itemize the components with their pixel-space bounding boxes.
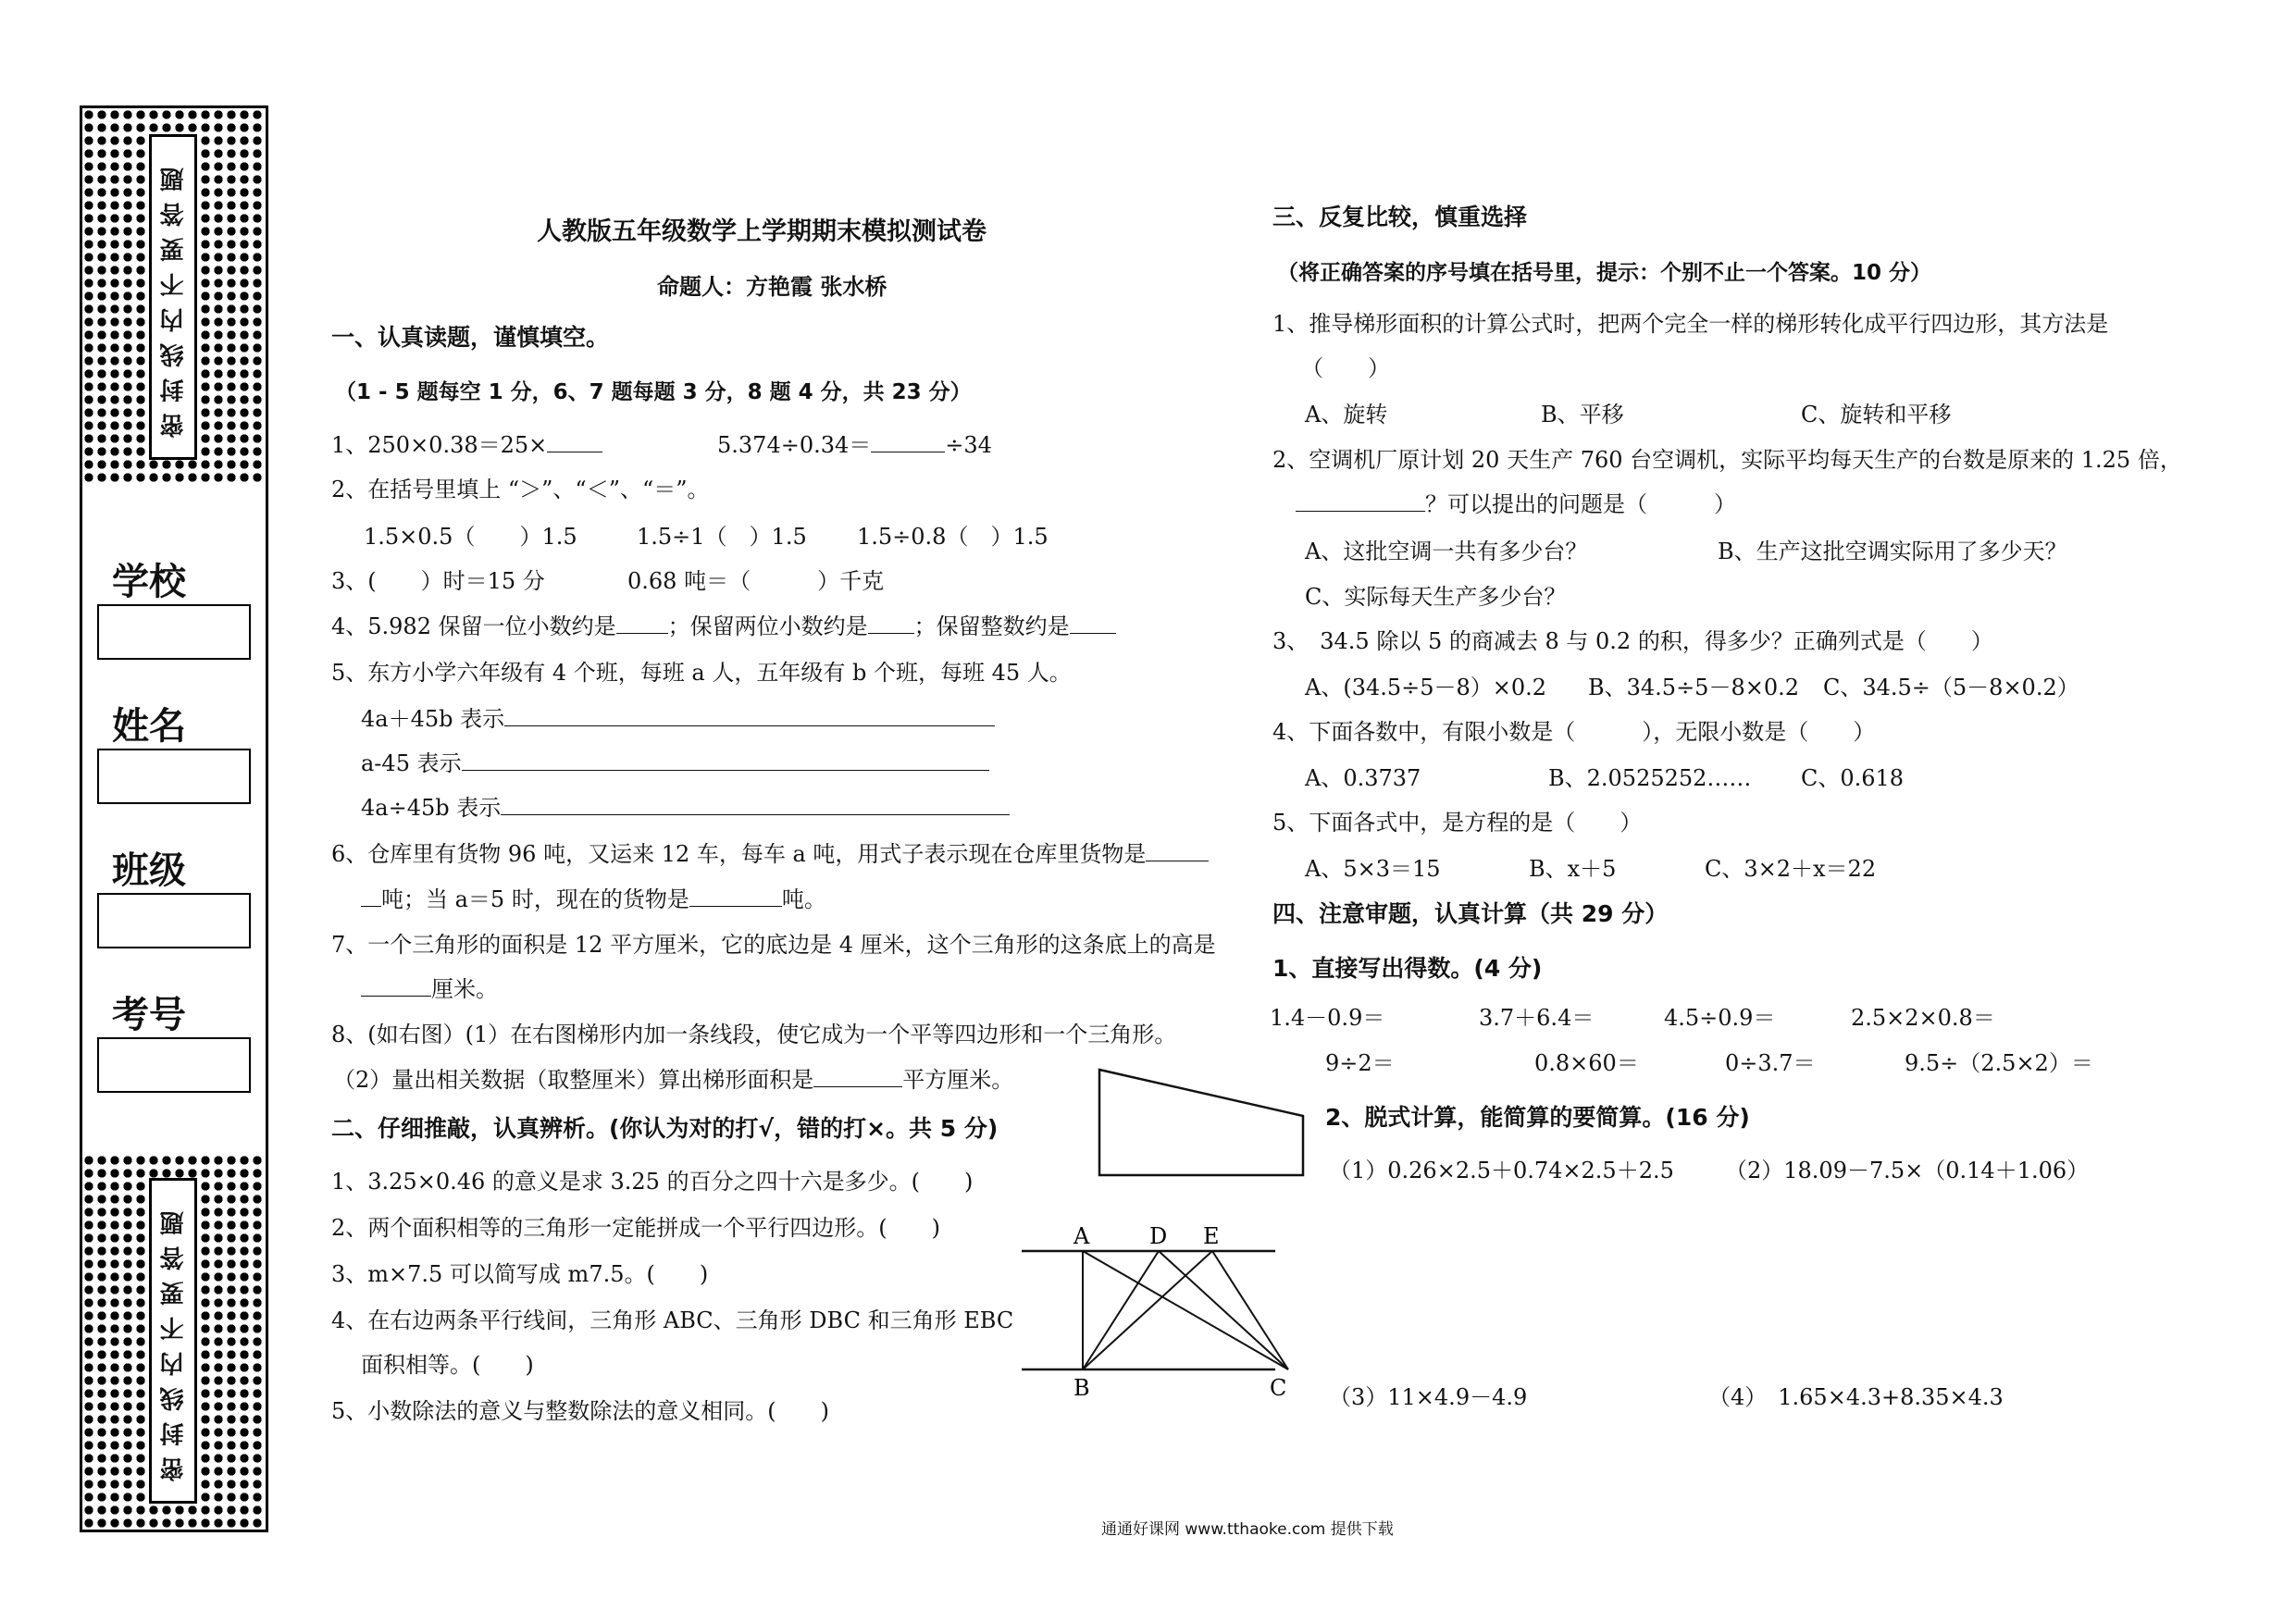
s1-q5: 5、东方小学六年级有 4 个班，每班 a 人，五年级有 b 个班，每班 45 人。: [331, 660, 1072, 686]
calc-e7: 0÷3.7＝: [1725, 1050, 1816, 1076]
s1-q2c: 1.5÷0.8（ ）1.5: [857, 524, 1049, 550]
section-2-title: 二、仔细推敲，认真辨析。(你认为对的打√，错的打×。共 5 分): [331, 1115, 999, 1142]
name-input-box[interactable]: [97, 749, 251, 804]
s1-q7b: 厘米。: [361, 975, 498, 1003]
s3-q2b: ？可以提出的问题是（ ）: [1296, 490, 1736, 518]
field-label-class: 班级: [112, 849, 186, 892]
author-line: 命题人：方艳霞 张水桥: [657, 274, 887, 300]
s3-q2-option-a: A、这批空调一共有多少台？: [1305, 539, 1588, 564]
field-label-exam-number: 考号: [112, 994, 186, 1036]
s1-q1a: 1、250×0.38＝25×: [331, 431, 602, 459]
s1-q4: 4、5.982 保留一位小数约是 ；保留两位小数约是 ；保留整数约是: [331, 613, 1116, 640]
section-3-title: 三、反复比较，慎重选择: [1272, 204, 1528, 230]
calc-c1: （1）0.26×2.5＋0.74×2.5＋2.5: [1329, 1158, 1674, 1183]
s1-q3b: 0.68 吨＝（ ）千克: [627, 568, 885, 594]
exam-number-input-box[interactable]: [97, 1037, 251, 1093]
seal-text-top: 密封线内不要答题: [159, 156, 188, 438]
calc-c4: （4） 1.65×4.3+8.35×4.3: [1708, 1384, 2004, 1410]
label-C: C: [1270, 1375, 1287, 1401]
calc-e2: 3.7＋6.4＝: [1479, 1005, 1595, 1031]
school-input-box[interactable]: [97, 604, 251, 660]
calc-e1: 1.4－0.9＝: [1270, 1005, 1385, 1031]
footer-credit: 通通好课网 www.tthaoke.com 提供下载: [1101, 1520, 1394, 1539]
calc-e5: 9÷2＝: [1325, 1050, 1395, 1076]
s3-q5-option-c: C、3×2＋x＝22: [1705, 856, 1877, 882]
trapezoid-figure: [1092, 1062, 1314, 1184]
s3-q3: 3、 34.5 除以 5 的商减去 8 与 0.2 的积，得多少？正确列式是（ ）: [1272, 628, 1993, 654]
s1-q2b: 1.5÷1（ ）1.5: [637, 524, 807, 550]
s3-q1-option-b: B、平移: [1541, 402, 1624, 427]
calc-e4: 2.5×2×0.8＝: [1851, 1005, 1995, 1031]
s2-q3: 3、m×7.5 可以简写成 m7.5。( ): [331, 1261, 709, 1287]
s1-q2: 2、在括号里填上 “＞”、“＜”、“＝”。: [331, 477, 710, 502]
s2-q4a: 4、在右边两条平行线间，三角形 ABC、三角形 DBC 和三角形 EBC: [331, 1307, 1014, 1333]
calc-c2: （2）18.09－7.5×（0.14＋1.06）: [1725, 1158, 2090, 1183]
section-1-title: 一、认真读题，谨慎填空。: [331, 324, 610, 351]
binding-strip: [80, 105, 268, 1532]
s1-q1b: 5.374÷0.34＝ ÷34: [717, 432, 992, 458]
s1-q5b: a-45 表示: [361, 750, 989, 777]
s3-q5-option-a: A、5×3＝15: [1305, 856, 1441, 882]
seal-notice-bottom: [149, 1178, 197, 1504]
s2-q1: 1、3.25×0.46 的意义是求 3.25 的百分之四十六是多少。( ): [331, 1169, 974, 1195]
s3-q3-option-b: B、34.5÷5－8×0.2: [1588, 675, 1799, 700]
section-4-part-2: 2、脱式计算，能简算的要简算。(16 分): [1325, 1104, 1750, 1131]
s1-q7a: 7、一个三角形的面积是 12 平方厘米，它的底边是 4 厘米，这个三角形的这条底上的高是: [331, 932, 1216, 958]
class-input-box[interactable]: [97, 893, 251, 948]
s3-q2-option-b: B、生产这批空调实际用了多少天？: [1718, 539, 2067, 564]
s3-q2-option-c: C、实际每天生产多少台？: [1305, 584, 1567, 610]
s1-q6b: 吨；当 a＝5 时，现在的货物是 吨。: [361, 886, 826, 913]
s1-q2a: 1.5×0.5（ ）1.5: [364, 524, 577, 550]
section-4-part-1: 1、直接写出得数。(4 分): [1272, 955, 1543, 982]
s3-q4-option-a: A、0.3737: [1305, 765, 1421, 791]
section-3-note: （将正确答案的序号填在括号里，提示：个别不止一个答案。10 分）: [1277, 261, 1932, 285]
s1-q5a: 4a＋45b 表示: [361, 705, 995, 733]
s3-q3-option-c: C、34.5÷（5－8×0.2）: [1823, 675, 2079, 700]
s3-q2: 2、空调机厂原计划 20 天生产 760 台空调机，实际平均每天生产的台数是原来的 1.25 倍，: [1272, 447, 2182, 473]
section-1-note: （1 - 5 题每空 1 分，6、7 题每题 3 分，8 题 4 分，共 23 分）: [335, 380, 972, 404]
calc-c3: （3）11×4.9－4.9: [1329, 1384, 1528, 1410]
s3-q1: 1、推导梯形面积的计算公式时，把两个完全一样的梯形转化成平行四边形，其方法是: [1272, 311, 2109, 337]
s3-q5: 5、下面各式中，是方程的是（ ）: [1272, 810, 1643, 836]
s3-q1-option-c: C、旋转和平移: [1801, 402, 1952, 427]
calc-e3: 4.5÷0.9＝: [1664, 1005, 1776, 1031]
field-label-name: 姓名: [112, 705, 186, 748]
s1-q3a: 3、( ）时＝15 分: [331, 568, 545, 594]
s3-q4: 4、下面各数中，有限小数是（ ），无限小数是（ ）: [1272, 719, 1876, 745]
s3-q5-option-b: B、x＋5: [1529, 856, 1617, 882]
parallel-lines-figure: [1018, 1220, 1296, 1405]
trapezoid-shape: [1099, 1070, 1303, 1175]
calc-e6: 0.8×60＝: [1534, 1050, 1639, 1076]
label-B: B: [1074, 1375, 1090, 1401]
label-A: A: [1074, 1223, 1090, 1249]
s3-q4-option-c: C、0.618: [1801, 765, 1905, 791]
seal-text-bottom: 密封线内不要答题: [159, 1200, 188, 1481]
s1-q8b: （2）量出相关数据（取整厘米）算出梯形面积是 平方厘米。: [333, 1067, 1014, 1093]
s2-q5: 5、小数除法的意义与整数除法的意义相同。( ): [331, 1398, 829, 1424]
s1-q8a: 8、(如右图）(1）在右图梯形内加一条线段，使它成为一个平等四边形和一个三角形。: [331, 1022, 1177, 1047]
label-E: E: [1203, 1223, 1220, 1249]
label-D: D: [1149, 1223, 1168, 1249]
s3-q4-option-b: B、2.0525252……: [1548, 765, 1752, 791]
s3-q1-paren: （ ）: [1301, 355, 1390, 381]
s3-q3-option-a: A、(34.5÷5－8）×0.2: [1305, 675, 1547, 700]
s3-q1-option-a: A、旋转: [1305, 402, 1388, 427]
field-label-school: 学校: [112, 561, 186, 603]
s1-q5c: 4a÷45b 表示: [361, 794, 1010, 822]
segment-AC: [1083, 1251, 1288, 1369]
s2-q4b: 面积相等。( ): [361, 1352, 534, 1378]
page-title: 人教版五年级数学上学期期末模拟测试卷: [537, 217, 987, 246]
section-4-title: 四、注意审题，认真计算（共 29 分）: [1272, 900, 1669, 927]
calc-e8: 9.5÷（2.5×2）＝: [1905, 1050, 2093, 1076]
seal-notice-top: [149, 134, 197, 460]
s2-q2: 2、两个面积相等的三角形一定能拼成一个平行四边形。( ): [331, 1215, 940, 1241]
s1-q6a: 6、仓库里有货物 96 吨，又运来 12 车，每车 a 吨，用式子表示现在仓库里货物是: [331, 840, 1209, 868]
